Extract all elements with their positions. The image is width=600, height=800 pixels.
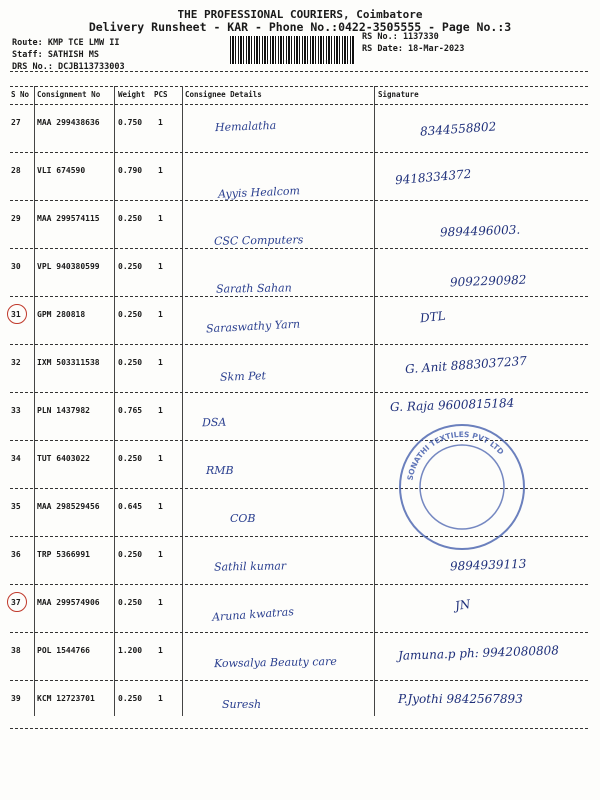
- row-signature: DTL: [419, 308, 447, 326]
- col-consignment: Consignment No: [37, 90, 101, 99]
- row-consignment: KCM 12723701: [37, 694, 95, 703]
- red-circle-mark: [7, 592, 27, 612]
- row-consignment: MAA 299574115: [37, 214, 100, 223]
- row-consignee-handwriting: RMB: [206, 464, 234, 477]
- row-signature: 9092290982: [449, 272, 527, 290]
- table-row: [0, 680, 600, 730]
- row-consignment: IXM 503311538: [37, 358, 100, 367]
- col-weight: Weight: [118, 90, 146, 99]
- company-stamp: [395, 420, 530, 555]
- row-consignment: GPM 280818: [37, 310, 86, 319]
- row-consignment: VPL 940380599: [37, 262, 100, 271]
- row-weight: 0.250: [118, 694, 143, 703]
- row-sno: 28: [11, 166, 21, 175]
- row-consignment: MAA 299574906: [37, 598, 100, 607]
- row-signature: 9418334372: [394, 166, 472, 188]
- row-weight: 0.250: [118, 310, 143, 319]
- runsheet-subtitle: Delivery Runsheet - KAR - Phone No.:0422-3505555 - Page No.:3: [88, 20, 512, 34]
- row-pcs: 1: [158, 358, 163, 367]
- row-signature: G. Raja 9600815184: [389, 395, 515, 415]
- staff-line: Staff: SATHISH MS: [12, 50, 99, 60]
- row-consignee-handwriting: Sarath Sahan: [215, 281, 292, 296]
- row-pcs: 1: [158, 502, 163, 511]
- row-divider: [10, 728, 588, 729]
- header-divider: [10, 71, 588, 72]
- row-consignment: PLN 1437982: [37, 406, 90, 415]
- row-sno: 30: [11, 262, 21, 271]
- row-weight: 0.250: [118, 262, 143, 271]
- stamp-text: SONATHI TEXTILES PVT LTD: [405, 429, 506, 482]
- row-pcs: 1: [158, 646, 163, 655]
- row-consignment: VLI 674590: [37, 166, 86, 175]
- row-weight: 1.200: [118, 646, 143, 655]
- row-pcs: 1: [158, 598, 163, 607]
- row-signature: P.Jyothi 9842567893: [398, 692, 523, 706]
- table-row: [0, 104, 600, 154]
- col-pcs: PCS: [154, 90, 168, 99]
- row-sno: 27: [11, 118, 21, 127]
- red-circle-mark: [7, 304, 27, 324]
- rs-info: [362, 31, 464, 55]
- row-consignment: TUT 6403022: [37, 454, 90, 463]
- row-weight: 0.250: [118, 214, 143, 223]
- row-consignee-handwriting: Kowsalya Beauty care: [213, 654, 337, 671]
- row-sno: 37: [11, 598, 21, 607]
- row-sno: 29: [11, 214, 21, 223]
- row-consignee-handwriting: Hemalatha: [214, 118, 277, 135]
- row-pcs: 1: [158, 550, 163, 559]
- row-weight: 0.645: [118, 502, 143, 511]
- row-pcs: 1: [158, 454, 163, 463]
- row-consignment: MAA 298529456: [37, 502, 100, 511]
- row-signature: 9894939113: [449, 556, 527, 574]
- row-sno: 32: [11, 358, 21, 367]
- row-pcs: 1: [158, 406, 163, 415]
- row-signature: 9894496003.: [439, 222, 521, 240]
- row-consignee-handwriting: Sathil kumar: [213, 559, 287, 574]
- row-consignee-handwriting: Suresh: [222, 698, 262, 711]
- header-divider: [10, 86, 588, 87]
- row-weight: 0.790: [118, 166, 143, 175]
- col-signature: Signature: [378, 90, 419, 99]
- table-row: [0, 152, 600, 202]
- row-sno: 39: [11, 694, 21, 703]
- row-signature: 8344558802: [419, 119, 497, 139]
- col-consignee: Consignee Details: [185, 90, 262, 99]
- barcode-image: [230, 36, 355, 64]
- route-info: [12, 37, 125, 73]
- row-weight: 0.750: [118, 118, 143, 127]
- row-consignee-handwriting: Skm Pet: [219, 369, 267, 384]
- row-sno: 38: [11, 646, 21, 655]
- row-sno: 31: [11, 310, 21, 319]
- row-consignee-handwriting: Ayyis Healcom: [217, 184, 301, 201]
- row-pcs: 1: [158, 118, 163, 127]
- row-weight: 0.250: [118, 358, 143, 367]
- table-row: [0, 200, 600, 250]
- row-pcs: 1: [158, 262, 163, 271]
- row-weight: 0.765: [118, 406, 143, 415]
- col-sno: S No: [11, 90, 30, 99]
- table-row: [0, 584, 600, 634]
- row-signature: JN: [454, 597, 472, 613]
- row-consignee-handwriting: DSA: [201, 415, 227, 430]
- row-sno: 36: [11, 550, 21, 559]
- row-sno: 33: [11, 406, 21, 415]
- row-pcs: 1: [158, 214, 163, 223]
- row-pcs: 1: [158, 166, 163, 175]
- row-weight: 0.250: [118, 550, 143, 559]
- table-row: [0, 344, 600, 394]
- row-weight: 0.250: [118, 454, 143, 463]
- table-row: [0, 296, 600, 346]
- row-signature: Jamuna.p ph: 9942080808: [397, 643, 560, 663]
- row-consignment: MAA 299438636: [37, 118, 100, 127]
- row-consignee-handwriting: Saraswathy Yarn: [205, 317, 301, 336]
- row-consignee-handwriting: CSC Computers: [213, 233, 304, 248]
- drs-line: DRS No.: DCJB113733003: [12, 62, 125, 72]
- row-consignment: POL 1544766: [37, 646, 90, 655]
- row-sno: 34: [11, 454, 21, 463]
- rs-date: RS Date: 18-Mar-2023: [362, 44, 465, 54]
- runsheet-title: THE PROFESSIONAL COURIERS, Coimbatore: [177, 8, 423, 21]
- row-weight: 0.250: [118, 598, 143, 607]
- row-consignee-handwriting: Aruna kwatras: [211, 605, 295, 624]
- row-consignee-handwriting: COB: [230, 512, 256, 525]
- row-signature: G. Anit 8883037237: [404, 353, 528, 377]
- row-pcs: 1: [158, 310, 163, 319]
- table-row: [0, 632, 600, 682]
- table-row: [0, 248, 600, 298]
- row-consignment: TRP 5366991: [37, 550, 90, 559]
- rs-number: RS No.: 1137330: [362, 32, 439, 42]
- row-pcs: 1: [158, 694, 163, 703]
- row-sno: 35: [11, 502, 21, 511]
- route-line: Route: KMP TCE LMW II: [12, 38, 120, 48]
